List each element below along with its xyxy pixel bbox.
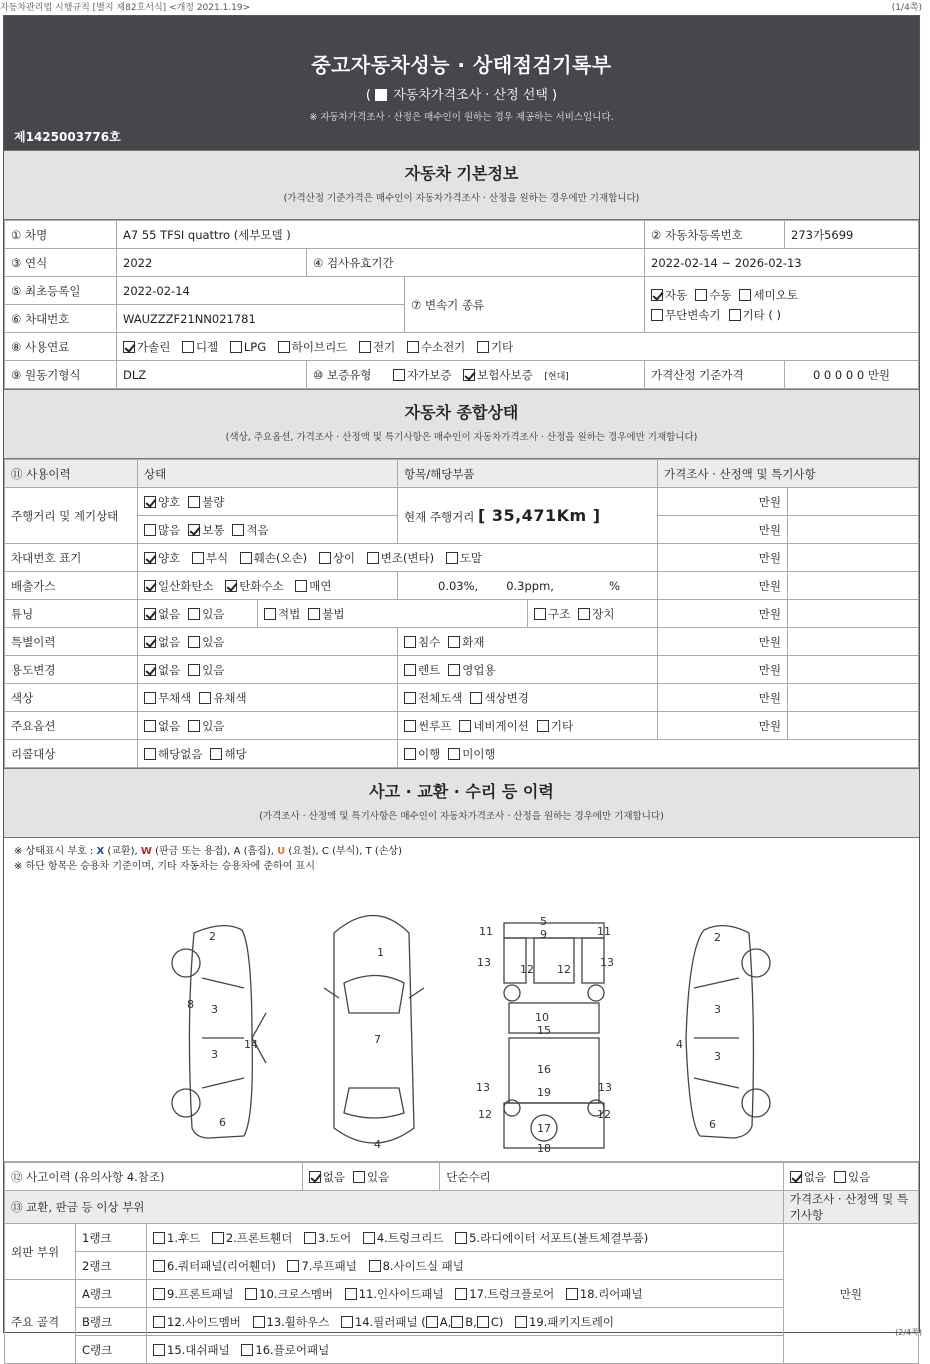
- diagram-label-r2: 2: [714, 931, 721, 944]
- use-rent-checkbox[interactable]: [404, 664, 416, 676]
- recall-yes-checkbox[interactable]: [210, 748, 222, 760]
- basic-info-table: [4, 220, 919, 389]
- price-input[interactable]: [788, 544, 919, 572]
- trans-semi-checkbox[interactable]: [739, 289, 751, 301]
- plate-painted-checkbox[interactable]: [446, 552, 458, 564]
- price-input[interactable]: [788, 516, 919, 544]
- car-diagram: [4, 838, 921, 1162]
- overall-table: ⑪ 사용이력 상태 항목/해당부품 가격조사 · 산정액 및 특기사항 주행거리 및 계기상태 양호 불량 현재 주행거리 [ 35,471Km ] 만원 많음 보통 적음 만원 차대번호 표기 양호 부식 훼손(오손) 상이 변조(변타) 도말 만원 배출가스 일산화탄소 탄화수소 매연 0.03%, 0.3ppm, % 만원 튜닝 없음 있음 적법 불법 구조 장치 만원 특별이력 없음 있음 침수 화재 만원 용도변경 없음 있음 렌트 영업용 만원 색상 무채색 유채색 전체도색 색상변경 만원 주요옵션 없음 있음 썬루프 네비게이션 기타 만원 리콜대상 해당없음 해당 이행 미이행: [4, 459, 919, 768]
- recall-options: 해당없음 해당: [138, 740, 398, 768]
- abn-price-cell: 만원: [783, 1224, 918, 1364]
- form-subtitle: ( 자동차가격조사 · 산정 선택 ): [365, 88, 558, 103]
- label-use-change: 용도변경: [5, 656, 138, 684]
- plate-good-checkbox[interactable]: [144, 552, 156, 564]
- label-vin: ⑥ 차대번호: [5, 305, 117, 333]
- fuel-hydrogen-checkbox[interactable]: [407, 341, 419, 353]
- label-recall: 리콜대상: [5, 740, 138, 768]
- mileage-little-checkbox[interactable]: [232, 524, 244, 536]
- pillar-c-checkbox[interactable]: [477, 1316, 489, 1328]
- recall-done-checkbox[interactable]: [404, 748, 416, 760]
- diagram-label-5: 5: [540, 915, 547, 928]
- value-vin: WAUZZZF21NN021781: [117, 305, 405, 333]
- special-flood-checkbox[interactable]: [404, 636, 416, 648]
- special-types: 침수 화재: [398, 628, 658, 656]
- accident-history-options: 없음 있음: [302, 1163, 439, 1191]
- label-valid: ④ 검사유효기간: [307, 249, 645, 277]
- diagram-label-8: 8: [187, 998, 194, 1011]
- diagram-label-15: 15: [537, 1024, 551, 1037]
- label-color: 색상: [5, 684, 138, 712]
- color-types: 전체도색 색상변경: [398, 684, 658, 712]
- recall-types: 이행 미이행: [398, 740, 919, 768]
- label-mileage: 주행거리 및 계기상태: [5, 488, 138, 544]
- rank1-radiator-checkbox[interactable]: [455, 1232, 467, 1244]
- color-full-paint-checkbox[interactable]: [404, 692, 416, 704]
- rankA-trunkfloor-checkbox[interactable]: [455, 1288, 467, 1300]
- simple-repair-options: 없음 있음: [783, 1163, 918, 1191]
- option-options: 없음 있음: [138, 712, 398, 740]
- diagram-label-9: 9: [540, 928, 547, 941]
- won-label: 만원: [658, 488, 788, 516]
- label-outer-panel: 외판 부위: [5, 1224, 76, 1280]
- section-note: (가격조사 · 산정액 및 특기사항은 매수인이 자동차가격조사 · 산정을 원하는 경우에만 기재합니다): [259, 811, 664, 822]
- rankC-floor-checkbox[interactable]: [241, 1344, 253, 1356]
- pillar-a-checkbox[interactable]: [426, 1316, 438, 1328]
- trans-auto-checkbox[interactable]: [651, 289, 663, 301]
- tuning-legal: 적법 불법: [258, 600, 528, 628]
- recall-none-checkbox[interactable]: [144, 748, 156, 760]
- label-simple-repair: 단순수리: [440, 1163, 784, 1191]
- plate-rust-checkbox[interactable]: [192, 552, 204, 564]
- label-rank2: 2랭크: [76, 1252, 147, 1280]
- use-options: 없음 있음: [138, 656, 398, 684]
- tuning-type: 구조 장치: [528, 600, 658, 628]
- mileage-bad-checkbox[interactable]: [188, 496, 200, 508]
- trans-cvt-checkbox[interactable]: [651, 309, 663, 321]
- car-diagram-area: [4, 838, 919, 1162]
- label-first-reg: ⑤ 최초등록일: [5, 277, 117, 305]
- section-note: (가격산정 기준가격은 매수인이 자동차가격조사 · 산정을 원하는 경우에만 기재합니다): [283, 193, 640, 204]
- recall-notdone-checkbox[interactable]: [448, 748, 460, 760]
- diagram-label-11: 11: [479, 925, 493, 938]
- plate-options: 양호 부식 훼손(오손) 상이 변조(변타) 도말: [138, 544, 658, 572]
- rankC-items: 15.대쉬패널 16.플로어패널: [147, 1336, 784, 1364]
- option-yes-checkbox[interactable]: [188, 720, 200, 732]
- label-abnormal-parts: ⑬ 교환, 판금 등 이상 부위: [5, 1191, 784, 1224]
- label-emission: 배출가스: [5, 572, 138, 600]
- emission-co-checkbox[interactable]: [144, 580, 156, 592]
- price-service-checkbox[interactable]: [375, 89, 387, 101]
- special-yes-checkbox[interactable]: [188, 636, 200, 648]
- use-business-checkbox[interactable]: [448, 664, 460, 676]
- special-options: 없음 있음: [138, 628, 398, 656]
- rank1-trunk-checkbox[interactable]: [363, 1232, 375, 1244]
- tuning-device-checkbox[interactable]: [578, 608, 590, 620]
- value-model: A7 55 TFSI quattro (세부모델 ): [117, 221, 645, 249]
- label-reg: ② 자동차등록번호: [645, 221, 785, 249]
- label-rankA: A랭크: [76, 1280, 147, 1308]
- price-input[interactable]: [788, 488, 919, 516]
- mileage-good-checkbox[interactable]: [144, 496, 156, 508]
- plate-altered-checkbox[interactable]: [367, 552, 379, 564]
- option-other-checkbox[interactable]: [537, 720, 549, 732]
- mileage-options-b: 많음 보통 적음: [138, 516, 398, 544]
- label-main-frame: 주요 골격: [5, 1280, 76, 1364]
- section-note: (색상, 주요옵션, 가격조사 · 산정액 및 특기사항은 매수인이 자동차가격조사 · 산정을 원하는 경우에만 기재합니다): [225, 432, 698, 443]
- diagram-label-12d: 12: [597, 1108, 611, 1121]
- fuel-electric-checkbox[interactable]: [359, 341, 371, 353]
- rankA-items: 9.프론트패널 10.크로스멤버 11.인사이드패널 17.트렁크플로어 18.리어패널: [147, 1280, 784, 1308]
- emission-hc-checkbox[interactable]: [225, 580, 237, 592]
- warranty-self-checkbox[interactable]: [393, 369, 405, 381]
- diagram-label-12b: 12: [557, 963, 571, 976]
- label-tuning: 튜닝: [5, 600, 138, 628]
- section-accident: [4, 768, 919, 838]
- tuning-none-checkbox[interactable]: [144, 608, 156, 620]
- rank2-roof-checkbox[interactable]: [287, 1260, 299, 1272]
- rank2-sidesill-checkbox[interactable]: [369, 1260, 381, 1272]
- diagram-label-1: 1: [377, 946, 384, 959]
- rankB-package-checkbox[interactable]: [515, 1316, 527, 1328]
- value-price: 0 0 0 0 0 만원: [785, 361, 919, 389]
- diagram-label-6: 6: [219, 1116, 226, 1129]
- form-header: [4, 16, 919, 150]
- special-none-checkbox[interactable]: [144, 636, 156, 648]
- mileage-options-a: 양호 불량: [138, 488, 398, 516]
- tuning-yes-checkbox[interactable]: [188, 608, 200, 620]
- option-navi-checkbox[interactable]: [459, 720, 471, 732]
- tuning-legal-checkbox[interactable]: [264, 608, 276, 620]
- option-none-checkbox[interactable]: [144, 720, 156, 732]
- value-valid: 2022-02-14 ~ 2026-02-13: [645, 249, 919, 277]
- simple-yes-checkbox[interactable]: [834, 1171, 846, 1183]
- page-number: (1/4쪽): [891, 3, 922, 13]
- use-yes-checkbox[interactable]: [188, 664, 200, 676]
- label-rankC: C랭크: [76, 1336, 147, 1364]
- use-none-checkbox[interactable]: [144, 664, 156, 676]
- section-overall: [4, 389, 919, 459]
- fuel-other-checkbox[interactable]: [477, 341, 489, 353]
- value-reg: 273가5699: [785, 221, 919, 249]
- value-engine: DLZ: [117, 361, 307, 389]
- diagram-label-18: 18: [537, 1142, 551, 1155]
- col-parts: 항목/해당부품: [398, 460, 658, 488]
- form-title: 중고자동차성능 · 상태점검기록부: [311, 53, 612, 77]
- form-reference: 자동차관리법 시행규칙 [별지 제82호서식] <개정 2021.1.19>: [0, 3, 251, 13]
- label-engine: ⑨ 원동기형식: [5, 361, 117, 389]
- transmission-options: 자동 수동 세미오토 무단변속기 기타 ( ): [645, 277, 919, 333]
- color-change-checkbox[interactable]: [470, 692, 482, 704]
- price-input[interactable]: [788, 712, 919, 740]
- tuning-illegal-checkbox[interactable]: [308, 608, 320, 620]
- rank1-door-checkbox[interactable]: [304, 1232, 316, 1244]
- label-year: ③ 연식: [5, 249, 117, 277]
- mileage-value: 현재 주행거리 [ 35,471Km ]: [398, 488, 658, 544]
- rankA-front-checkbox[interactable]: [153, 1288, 165, 1300]
- col-usage: ⑪ 사용이력: [5, 460, 138, 488]
- mileage-much-checkbox[interactable]: [144, 524, 156, 536]
- page-number-bottom: (2/4쪽): [895, 1328, 922, 1337]
- value-year: 2022: [117, 249, 307, 277]
- section-title: 자동차 종합상태: [404, 403, 519, 422]
- section-basic-info: [4, 150, 919, 220]
- rankA-inside-checkbox[interactable]: [345, 1288, 357, 1300]
- pillar-b-checkbox[interactable]: [451, 1316, 463, 1328]
- rank1-items: 1.후드 2.프론트휀더 3.도어 4.트렁크리드 5.라디에이터 서포트(볼트체결부품): [147, 1224, 784, 1252]
- record-number: 제1425003776호: [14, 130, 121, 144]
- rankC-dash-checkbox[interactable]: [153, 1344, 165, 1356]
- diagram-label-13c: 13: [476, 1081, 490, 1094]
- rankA-cross-checkbox[interactable]: [245, 1288, 257, 1300]
- diagram-label-r3b: 3: [714, 1050, 721, 1063]
- label-price: 가격산정 기준가격: [645, 361, 785, 389]
- trans-other-checkbox[interactable]: [729, 309, 741, 321]
- inspection-form: [3, 15, 920, 1357]
- warranty-cell: ⑩ 보증유형 자가보증 보험사보증 [현대]: [307, 361, 645, 389]
- section-title: 자동차 기본정보: [404, 164, 519, 183]
- label-transmission: ⑦ 변속기 종류: [405, 277, 645, 333]
- label-rank1: 1랭크: [76, 1224, 147, 1252]
- accident-table: [4, 1162, 919, 1364]
- color-options: 무채색 유채색: [138, 684, 398, 712]
- fuel-lpg-checkbox[interactable]: [230, 341, 242, 353]
- diagram-label-r6: 6: [709, 1118, 716, 1131]
- rankA-rear-checkbox[interactable]: [566, 1288, 578, 1300]
- label-model: ① 차명: [5, 221, 117, 249]
- label-fuel: ⑧ 사용연료: [5, 333, 117, 361]
- diagram-label-11b: 11: [597, 925, 611, 938]
- option-types: 썬루프 네비게이션 기타: [398, 712, 658, 740]
- label-special: 특별이력: [5, 628, 138, 656]
- diagram-label-10: 10: [535, 1011, 549, 1024]
- tuning-structure-checkbox[interactable]: [534, 608, 546, 620]
- simple-none-checkbox[interactable]: [790, 1171, 802, 1183]
- rankB-items: 12.사이드멤버 13.휠하우스 14.필러패널 ( A, B, C) 19.패키지트레이: [147, 1308, 784, 1336]
- diagram-label-16: 16: [537, 1063, 551, 1076]
- diagram-label-17: 17: [537, 1122, 551, 1135]
- fuel-options: 가솔린 디젤 LPG 하이브리드 전기 수소전기 기타: [117, 333, 919, 361]
- diagram-label-14: 14: [244, 1038, 258, 1051]
- diagram-label-13b: 13: [600, 956, 614, 969]
- special-fire-checkbox[interactable]: [448, 636, 460, 648]
- tuning-options: 없음 있음: [138, 600, 258, 628]
- diagram-label-12: 12: [520, 963, 534, 976]
- color-achromatic-checkbox[interactable]: [144, 692, 156, 704]
- accident-none-checkbox[interactable]: [309, 1171, 321, 1183]
- col-price: 가격조사 · 산정액 및 특기사항: [658, 460, 919, 488]
- diagram-label-3b: 3: [211, 1048, 218, 1061]
- emission-smoke-checkbox[interactable]: [295, 580, 307, 592]
- form-note: ※ 자동차가격조사 · 산정은 매수인이 원하는 경우 제공하는 서비스입니다.: [309, 112, 614, 123]
- label-abn-price: 가격조사 · 산정액 및 특기사항: [783, 1191, 918, 1224]
- section-title: 사고 · 교환 · 수리 등 이력: [369, 782, 554, 801]
- rank2-items: 6.쿼터패널(리어휀더) 7.루프패널 8.사이드실 패널: [147, 1252, 784, 1280]
- fuel-hybrid-checkbox[interactable]: [278, 341, 290, 353]
- color-chromatic-checkbox[interactable]: [199, 692, 211, 704]
- diagram-label-4: 4: [374, 1138, 381, 1151]
- option-sunroof-checkbox[interactable]: [404, 720, 416, 732]
- price-input[interactable]: [788, 572, 919, 600]
- rank1-fender-checkbox[interactable]: [212, 1232, 224, 1244]
- plate-differ-checkbox[interactable]: [319, 552, 331, 564]
- label-accident-history: ⑫ 사고이력 (유의사항 4.참조): [5, 1163, 303, 1191]
- rankB-sidemember-checkbox[interactable]: [153, 1316, 165, 1328]
- plate-damage-checkbox[interactable]: [240, 552, 252, 564]
- price-input[interactable]: [788, 600, 919, 628]
- emission-values: 0.03%, 0.3ppm, %: [398, 572, 658, 600]
- diagram-label-3: 3: [211, 1003, 218, 1016]
- label-plate: 차대번호 표기: [5, 544, 138, 572]
- diagram-label-r3: 3: [714, 1003, 721, 1016]
- price-input[interactable]: [788, 628, 919, 656]
- diagram-label-13: 13: [477, 956, 491, 969]
- diagram-label-7: 7: [374, 1033, 381, 1046]
- emission-options: 일산화탄소 탄화수소 매연: [138, 572, 398, 600]
- rank2-quarter-checkbox[interactable]: [153, 1260, 165, 1272]
- diagram-label-13d: 13: [598, 1081, 612, 1094]
- mileage-normal-checkbox[interactable]: [188, 524, 200, 536]
- use-types: 렌트 영업용: [398, 656, 658, 684]
- diagram-label-12c: 12: [478, 1108, 492, 1121]
- diagram-label-14b: 4: [676, 1038, 683, 1051]
- rank1-hood-checkbox[interactable]: [153, 1232, 165, 1244]
- value-first-reg: 2022-02-14: [117, 277, 405, 305]
- rankB-wheelhouse-checkbox[interactable]: [253, 1316, 265, 1328]
- fuel-diesel-checkbox[interactable]: [182, 341, 194, 353]
- col-status: 상태: [138, 460, 398, 488]
- fuel-gasoline-checkbox[interactable]: [123, 341, 135, 353]
- diagram-label-2: 2: [209, 930, 216, 943]
- rankB-pillar-checkbox[interactable]: [341, 1316, 353, 1328]
- status-legend: ※ 상태표시 부호 : X (교환), W (판금 또는 용접), A (흠집), U (요철), C (부식), T (손상) ※ 하단 항목은 승용차 기준이며, 기타 자동차는 승용차에 준하여 표시: [14, 846, 402, 872]
- price-input[interactable]: [788, 684, 919, 712]
- trans-manual-checkbox[interactable]: [695, 289, 707, 301]
- label-options: 주요옵션: [5, 712, 138, 740]
- diagram-label-19: 19: [537, 1086, 551, 1099]
- accident-yes-checkbox[interactable]: [353, 1171, 365, 1183]
- label-rankB: B랭크: [76, 1308, 147, 1336]
- warranty-insurance-checkbox[interactable]: [463, 369, 475, 381]
- price-input[interactable]: [788, 656, 919, 684]
